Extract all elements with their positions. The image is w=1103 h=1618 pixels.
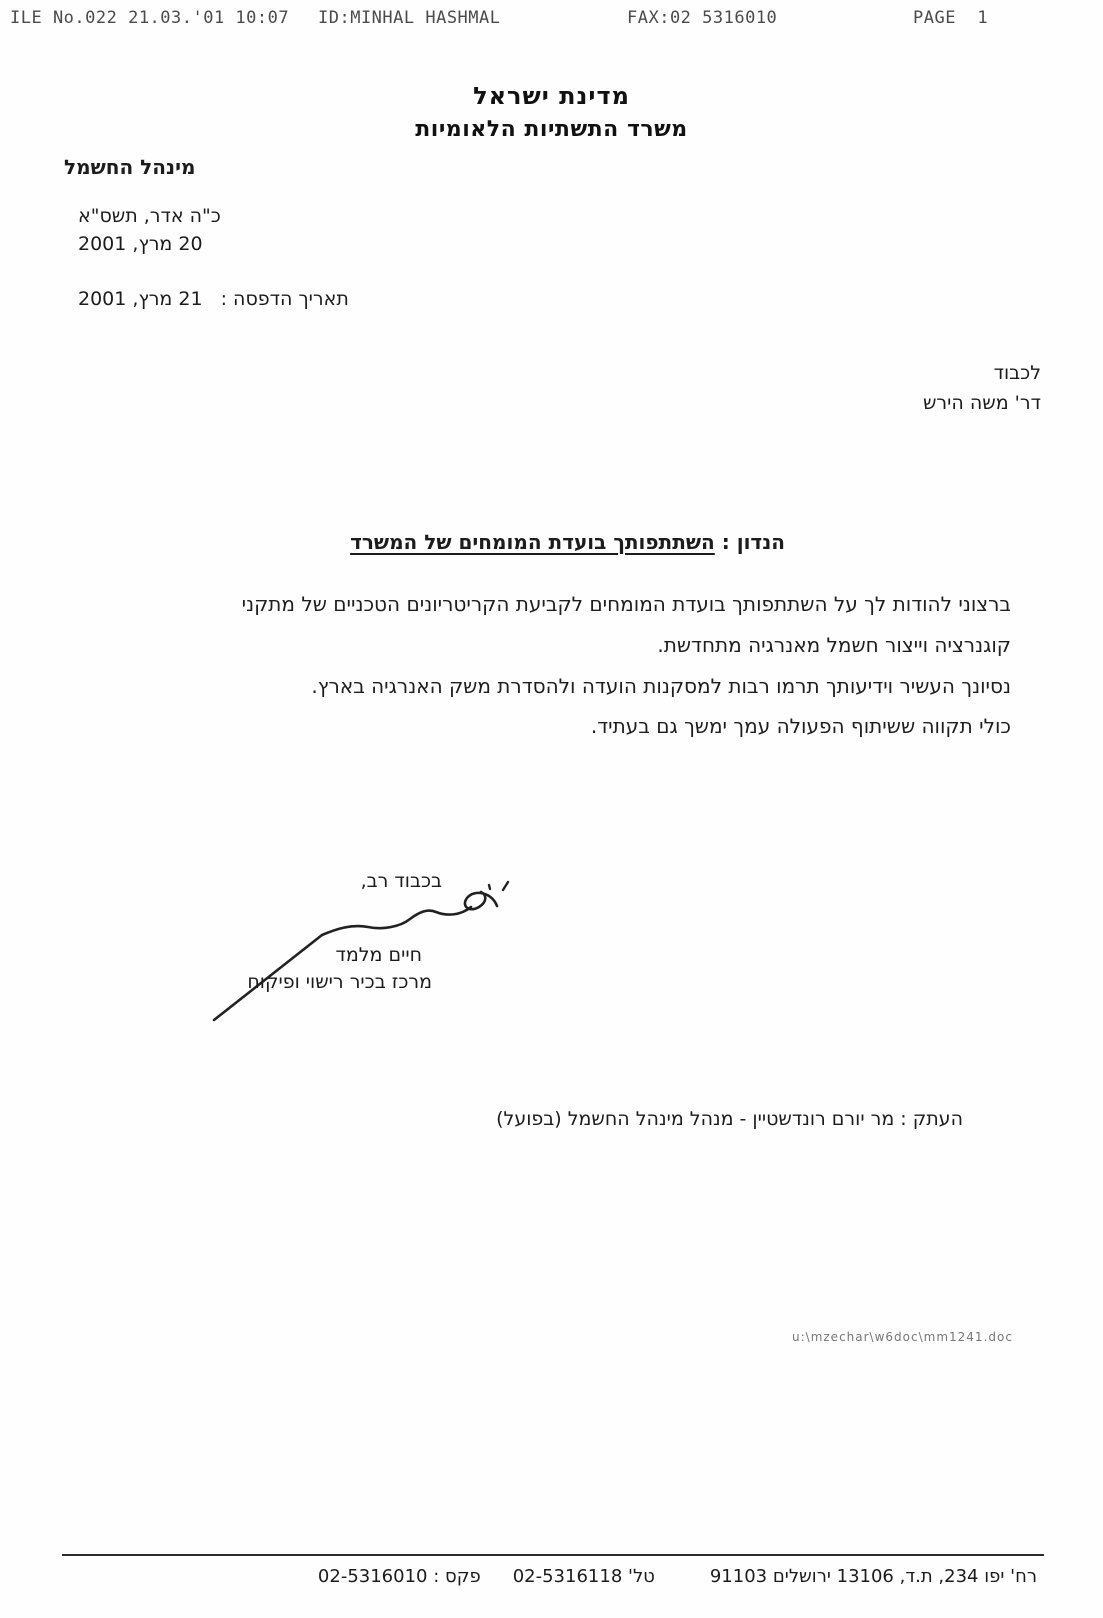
body-paragraph-line-1: ברצוני להודות לך על השתתפותך בועדת המומחים לקביעת הקריטריונים הטכניים של מתקני bbox=[241, 592, 1011, 616]
fax-sender-id: ID:MINHAL HASHMAL bbox=[318, 8, 501, 28]
subject-text: השתתפותך בועדת המומחים של המשרד bbox=[350, 530, 715, 554]
fax-file-number: ILE No.022 21.03.'01 10:07 bbox=[10, 8, 290, 28]
print-date-line bbox=[78, 288, 349, 310]
letterhead bbox=[0, 82, 1103, 142]
body-paragraph-line-3: נסיונך העשיר וידיעותך תרמו רבות למסקנות הועדה ולהסדרת משק האנרגיה בארץ. bbox=[311, 674, 1011, 698]
addressee-block bbox=[923, 358, 1041, 418]
letterhead-state-name: מדינת ישראל bbox=[473, 82, 630, 110]
body-paragraph-line-4: כולי תקווה ששיתוף הפעולה עמך ימשך גם בעתיד. bbox=[590, 714, 1011, 738]
subject-line bbox=[350, 530, 785, 554]
signer-title: מרכז בכיר רישוי ופיקוח bbox=[247, 971, 432, 993]
gregorian-date: 20 מרץ, 2001 bbox=[78, 233, 203, 255]
print-date-label: תאריך הדפסה : bbox=[220, 288, 349, 310]
letterhead-ministry-name: משרד התשתיות הלאומיות bbox=[415, 117, 688, 142]
letterhead-division-name: מינהל החשמל bbox=[64, 155, 196, 179]
fax-page-number: PAGE 1 bbox=[913, 8, 989, 28]
footer-phone: טל' 02-5316118 bbox=[512, 1566, 655, 1587]
closing-salutation: בכבוד רב, bbox=[360, 870, 442, 892]
document-file-reference: u:\mzechar\w6doc\mm1241.doc bbox=[792, 1330, 1013, 1344]
print-date-value: 21 מרץ, 2001 bbox=[78, 288, 203, 310]
addressee-name: דר' משה הירש bbox=[922, 392, 1041, 414]
copy-distribution-line: העתק : מר יורם רונדשטיין - מנהל מינהל החשמל (בפועל) bbox=[496, 1108, 963, 1130]
hebrew-date: כ"ה אדר, תשס"א bbox=[78, 205, 221, 227]
addressee-salutation: לכבוד bbox=[993, 362, 1041, 384]
footer-address: רח' יפו 234, ת.ד, 13106 ירושלים 91103 bbox=[709, 1566, 1037, 1587]
fax-number: FAX:02 5316010 bbox=[627, 8, 778, 28]
footer-divider bbox=[62, 1554, 1044, 1556]
body-paragraph-line-2: קוגנרציה וייצור חשמל מאנרגיה מתחדשת. bbox=[657, 633, 1011, 657]
footer-fax: פקס : 02-5316010 bbox=[317, 1566, 481, 1587]
signer-name: חיים מלמד bbox=[335, 944, 422, 966]
footer-contact-line bbox=[318, 1566, 1037, 1587]
subject-label: הנדון : bbox=[714, 530, 785, 554]
